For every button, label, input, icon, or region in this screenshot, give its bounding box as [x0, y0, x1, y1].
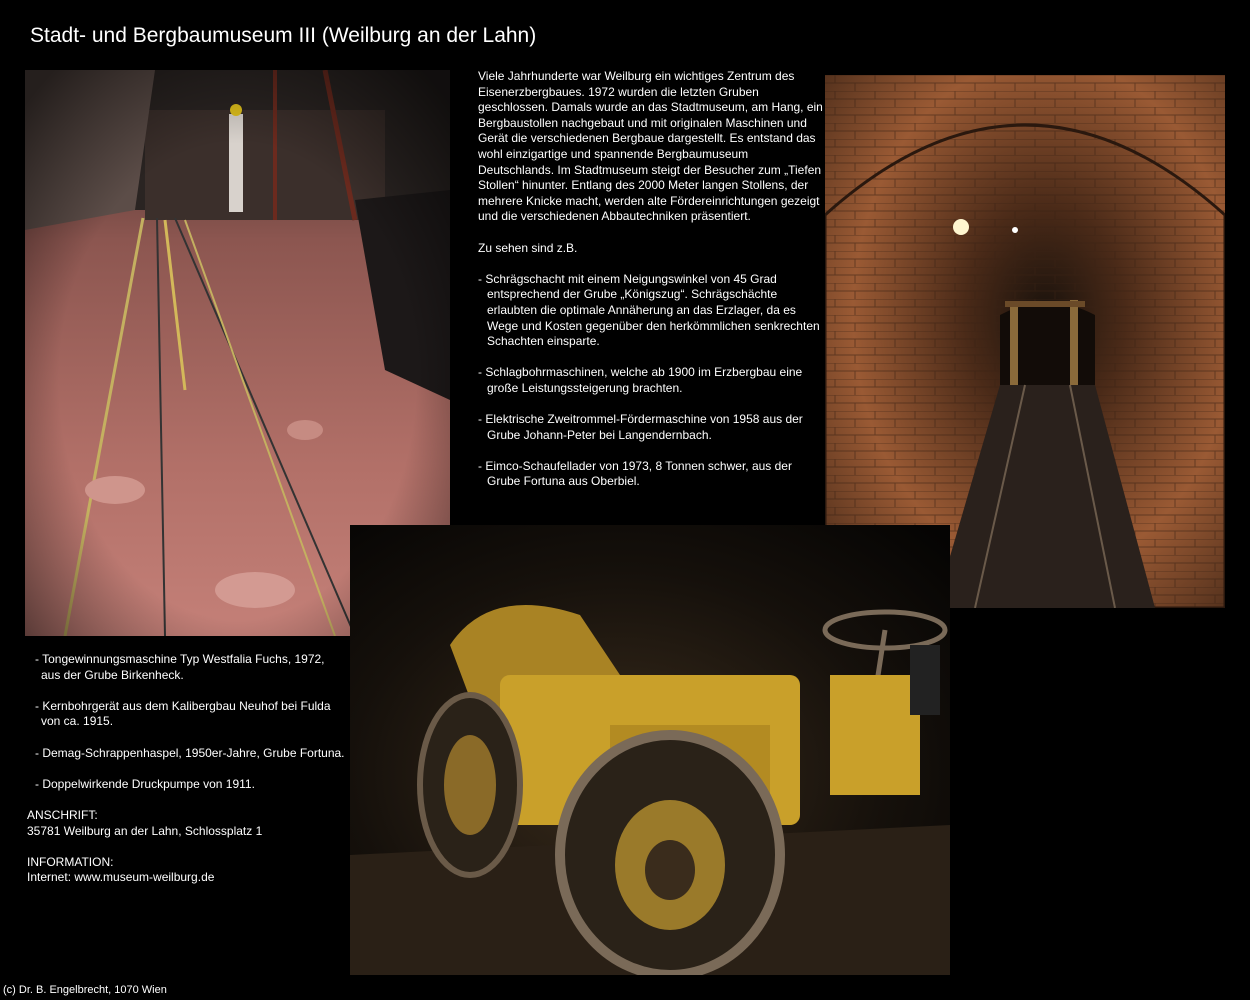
- exhibit-item: - Schrägschacht mit einem Neigungswinkel von 45 Grad entsprechend der Grube „Königszug“. Schrägschächte erlaubten die optimale Annäherung an das Erzlager, da es Wege und Kosten gegenüber den herkömmlichen senkrechten Schachten einsparte.: [478, 272, 823, 350]
- info-block: [27, 855, 347, 886]
- caption-list: [27, 652, 347, 792]
- photo-captions: [27, 652, 347, 902]
- address-block: [27, 808, 347, 839]
- intro-lead: Zu sehen sind z.B.: [478, 240, 578, 255]
- copyright-credit: (c) Dr. B. Engelbrecht, 1070 Wien: [3, 984, 167, 996]
- exhibit-item: - Eimco-Schaufellader von 1973, 8 Tonnen schwer, aus der Grube Fortuna aus Oberbiel.: [478, 459, 823, 490]
- info-label: INFORMATION:: [27, 854, 114, 869]
- exhibit-item: - Elektrische Zweitrommel-Fördermaschine von 1958 aus der Grube Johann-Peter bei Langendernbach.: [478, 412, 823, 443]
- exhibit-list: [478, 272, 823, 490]
- caption-item: - Tongewinnungsmaschine Typ Westfalia Fuchs, 1972, aus der Grube Birkenheck.: [27, 652, 347, 683]
- info-text: Internet: www.museum-weilburg.de: [27, 870, 215, 885]
- address-text: 35781 Weilburg an der Lahn, Schlossplatz 1: [27, 823, 263, 838]
- exhibit-item: - Schlagbohrmaschinen, welche ab 1900 im Erzbergbau eine große Leistungssteigerung brachten.: [478, 365, 823, 396]
- caption-item: - Demag-Schrappenhaspel, 1950er-Jahre, Grube Fortuna.: [27, 746, 347, 762]
- address-label: ANSCHRIFT:: [27, 807, 98, 822]
- page-title: Stadt- und Bergbaumuseum III (Weilburg an der Lahn): [30, 24, 537, 47]
- eimco-loader-photo: [350, 525, 950, 975]
- caption-item: - Doppelwirkende Druckpumpe von 1911.: [27, 777, 347, 793]
- caption-item: - Kernbohrgerät aus dem Kalibergbau Neuhof bei Fulda von ca. 1915.: [27, 699, 347, 730]
- intro-paragraph: Viele Jahrhunderte war Weilburg ein wichtiges Zentrum des Eisenerzbergbaues. 1972 wurden die letzten Gruben geschlossen. Damals wurde an das Stadtmuseum, am Hang, ein Bergbaustollen nachgebaut und mit originalen Maschinen und Gerät die verschiedenen Bergbaue dargestellt. Es entstand das wohl einzigartige und spannende Bergbaumuseum Deutschlands. Im Stadtmuseum steigt der Besucher zum „Tiefen Stollen“ hinunter. Entlang des 2000 Meter langen Stollens, der mehrere Knicke macht, werden alte Fördereinrichtungen gezeigt und die verschiedenen Abbautechniken präsentiert.: [478, 69, 823, 224]
- intro-text: [478, 69, 823, 506]
